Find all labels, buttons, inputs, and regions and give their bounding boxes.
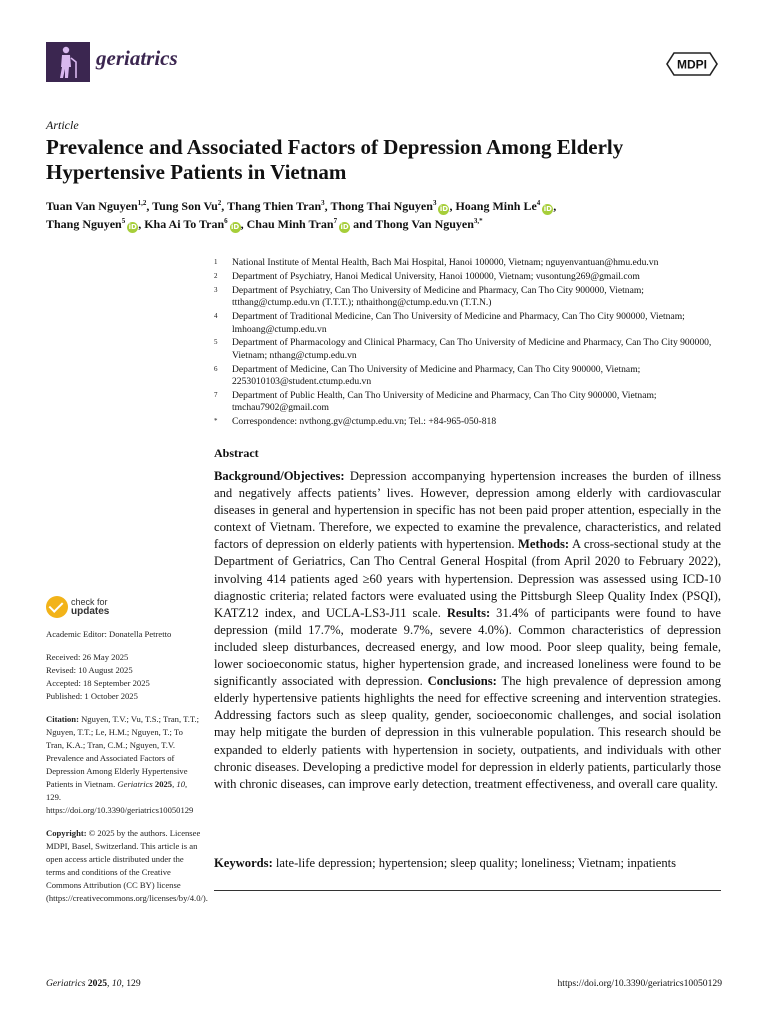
- check-icon: [46, 596, 68, 618]
- orcid-icon[interactable]: iD: [128, 223, 137, 231]
- author[interactable]: Thong Van Nguyen: [375, 217, 474, 231]
- abstract-section-label: Results:: [446, 605, 491, 620]
- author-affiliation-marker: 4: [536, 199, 541, 207]
- affiliation-text: Correspondence: nvthong.gv@ctump.edu.vn; Tel.: +84-965-050-818: [232, 416, 497, 428]
- author-separator: ,: [240, 217, 247, 231]
- citation-label: Citation:: [46, 714, 79, 724]
- footer-year: 2025: [85, 978, 108, 989]
- journal-logo: [46, 42, 90, 82]
- footer-journal: Geriatrics: [46, 978, 86, 989]
- affiliation-item: [214, 364, 724, 389]
- author-affiliation-marker: 6: [224, 217, 228, 225]
- check-updates-line1: check for: [71, 597, 108, 607]
- affiliation-number: 1: [214, 258, 218, 266]
- keywords-text: late-life depression; hypertension; sleep quality; loneliness; Vietnam; inpatients: [272, 856, 677, 870]
- affiliation-text: Department of Public Health, Can Tho University of Medicine and Pharmacy, Can Tho City 900000, Vietnam; tmchau7902@gmail.com: [232, 390, 657, 414]
- affiliation-number: 6: [214, 364, 218, 373]
- footer-doi[interactable]: https://doi.org/10.3390/geriatrics10050129: [557, 978, 722, 989]
- abstract-section-text: Depression accompanying hypertension increases the burden of illness and negatively affects patients’ lives. However, depression among elderly with cardiovascular diseases in general and hypertension in specific has not been paid proper attention, especially in the context of Vietnam. Therefore, we expected to examine the prevalence, characteristics, and related factors of depression on elderly patients with hypertension.: [214, 469, 721, 552]
- revised-date: Revised: 10 August 2025: [46, 665, 133, 675]
- publisher-name: MDPI: [677, 57, 707, 72]
- author-separator: ,: [449, 199, 456, 213]
- orcid-icon[interactable]: iD: [439, 205, 449, 213]
- affiliation-number: 7: [214, 391, 218, 400]
- affiliation-item: [214, 271, 724, 283]
- copyright-label: Copyright:: [46, 828, 87, 838]
- accepted-date: Accepted: 18 September 2025: [46, 678, 150, 688]
- affiliation-item: [214, 285, 724, 310]
- sidebar-info: [46, 628, 208, 915]
- mdpi-logo: [666, 52, 718, 76]
- check-for-updates-badge[interactable]: [46, 596, 166, 620]
- affiliation-text: Department of Pharmacology and Clinical Pharmacy, Can Tho University of Medicine and Pharmacy, Can Tho City 900000, Vietnam; nthang@ctump.edu.vn: [232, 337, 712, 361]
- abstract-text: [214, 468, 721, 793]
- citation: [46, 713, 201, 817]
- affiliation-number: 2: [214, 271, 218, 280]
- orcid-icon[interactable]: iD: [340, 223, 349, 231]
- affiliation-text: National Institute of Mental Health, Bach Mai Hospital, Hanoi 100000, Vietnam; nguyenvantuan@hmu.edu.vn: [232, 257, 659, 268]
- author-affiliation-marker: 5: [121, 217, 126, 225]
- keywords: [214, 855, 721, 872]
- check-updates-line2: updates: [71, 606, 110, 617]
- affiliation-text: Department of Psychiatry, Hanoi Medical University, Hanoi 100000, Vietnam; vusontung269@gmail.com: [232, 270, 640, 282]
- affiliation-item: [214, 390, 724, 415]
- affiliation-number: 4: [214, 312, 218, 321]
- author[interactable]: Thang Nguyen: [46, 217, 122, 231]
- abstract-section-text: The high prevalence of depression among elderly hypertensive patients highlights the need for effective screening and intervention strategies. Addressing factors such as sleep quality, gender, socioeconomic challenges, and social isolation may help mitigate the burden of depression in this vulnerable population. This research should be expanded to elderly patients with hypertension in society, outpatients, and individuals with other chronic diseases. Developing a predictive model for depression in elderly patients, particularly those with chronic diseases, can improve early detection, treatment effectiveness, and overall care quality.: [214, 674, 722, 791]
- author-affiliation-marker: 3: [432, 199, 437, 207]
- citation-text: Nguyen, T.V.; Vu, T.S.; Tran, T.T.; Nguyen, T.T.; Le, H.M.; Nguyen, T.; To Tran, K.A.; Tran, C.M.; Nguyen, T.V. Prevalence and Associated Factors of Depression Among Elderly Hypertensive Patients in Vietnam.: [46, 714, 200, 789]
- citation-rest[interactable]: , 129. https://doi.org/10.3390/geriatrics10050129: [46, 779, 194, 815]
- abstract-section-label: Background/Objectives:: [214, 469, 345, 483]
- academic-editor: Academic Editor: Donatella Petretto: [46, 629, 172, 639]
- footer-page: , 129: [121, 978, 141, 989]
- author[interactable]: Thang Thien Tran: [227, 199, 322, 213]
- affiliation-number: 5: [214, 338, 218, 347]
- citation-year: 2025: [152, 779, 173, 789]
- affiliation-text: Department of Traditional Medicine, Can Tho University of Medicine and Pharmacy, Can Tho City 900000, Vietnam; lmhoang@ctump.edu.vn: [232, 311, 685, 335]
- published-date: Published: 1 October 2025: [46, 691, 138, 701]
- affiliation-number: *: [214, 417, 218, 426]
- author-list: [46, 197, 736, 233]
- author[interactable]: Tuan Van Nguyen: [46, 199, 138, 213]
- author-separator: ,: [553, 199, 557, 213]
- journal-name: geriatrics: [96, 46, 178, 70]
- footer-citation: [46, 978, 141, 989]
- affiliation-item: [214, 311, 724, 336]
- affiliation-item: [214, 337, 724, 362]
- author-affiliation-marker: 3,*: [473, 217, 483, 225]
- author[interactable]: Hoang Minh Le: [455, 199, 537, 213]
- affiliation-text: Department of Medicine, Can Tho University of Medicine and Pharmacy, Can Tho City 900000, Vietnam; 2253010103@student.ctump.edu.vn: [232, 363, 641, 388]
- author[interactable]: Chau Minh Tran: [246, 217, 334, 231]
- author-affiliation-marker: 2: [217, 199, 222, 207]
- abstract-section-label: Conclusions:: [427, 674, 497, 689]
- author-separator: and: [350, 217, 376, 231]
- author-separator: ,: [146, 199, 153, 213]
- author-separator: ,: [138, 217, 145, 231]
- abstract-section-text: A cross-sectional study at the Department of Geriatrics, Can Tho Central General Hospital (from April 2020 to February 2022), involving 414 patients aged ≥60 years with hypertension. Depression was assessed using ICD-10 diagnostic criteria; related factors were evaluated using the Pittsburgh Sleep Quality Index (PSQI), KATZ12 index, and UCLA-LS3-J11 scale.: [214, 537, 721, 620]
- affiliation-item: [214, 257, 724, 269]
- abstract-section-text: 31.4% of participants were found to have depression (mild 17.7%, moderate 9.7%, severe 4.0%). Common characteristics of depression included sleep disturbances, decreased energy, and low mood. Poor sleep quality, being female, lower socioeconomic status, higher hypertension grade, and increased loneliness were found to be significantly associated with depression.: [214, 605, 721, 689]
- elderly-person-icon: [46, 42, 90, 82]
- keywords-label: Keywords:: [214, 856, 273, 870]
- author[interactable]: Kha Ai To Tran: [144, 217, 225, 231]
- author-affiliation-marker: 7: [333, 217, 338, 225]
- affiliation-item: [214, 416, 724, 428]
- article-title: Prevalence and Associated Factors of Depression Among Elderly Hypertensive Patients in Vietnam: [46, 135, 624, 184]
- divider: [214, 890, 721, 891]
- copyright: [46, 827, 208, 905]
- abstract-section-label: Methods:: [518, 537, 570, 552]
- copyright-text[interactable]: © 2025 by the authors. Licensee MDPI, Basel, Switzerland. This article is an open access article distributed under the terms and conditions of the Creative Commons Attribution (CC BY) license (https://creativecommons.org/licenses/by/4.0/).: [46, 828, 208, 903]
- abstract-heading: Abstract: [214, 446, 259, 460]
- orcid-icon[interactable]: iD: [231, 223, 240, 231]
- author-separator: ,: [324, 199, 331, 213]
- article-type: Article: [46, 118, 79, 132]
- received-date: Received: 26 May 2025: [46, 652, 129, 662]
- author-affiliation-marker: 1,2: [137, 199, 147, 207]
- affiliation-text: Department of Psychiatry, Can Tho University of Medicine and Pharmacy, Can Tho City 900000, Vietnam; ttthang@ctump.edu.vn (T.T.T.); nthaithong@ctump.edu.vn (T.T.N.): [232, 284, 644, 309]
- citation-volume: , 10: [172, 779, 185, 789]
- footer-volume: , 10: [107, 978, 122, 989]
- affiliations: [214, 257, 724, 430]
- citation-journal: Geriatrics: [117, 779, 153, 789]
- author[interactable]: Tung Son Vu: [152, 199, 218, 213]
- author-separator: ,: [221, 199, 228, 213]
- orcid-icon[interactable]: iD: [543, 205, 552, 213]
- author[interactable]: Thong Thai Nguyen: [330, 199, 433, 213]
- author-affiliation-marker: 3: [321, 199, 325, 207]
- affiliation-number: 3: [214, 285, 218, 294]
